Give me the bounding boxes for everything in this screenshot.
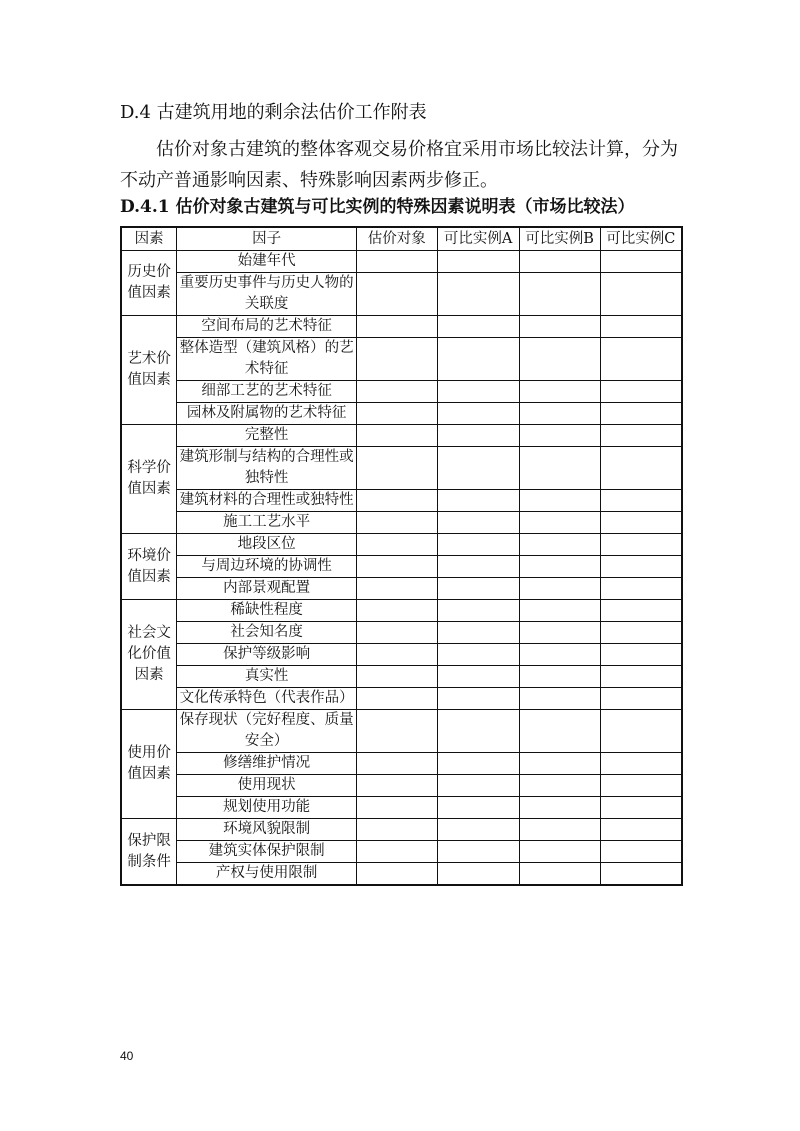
comparable-a-cell [437, 490, 519, 512]
subject-cell [356, 688, 437, 710]
table-row [121, 753, 682, 775]
comparable-c-cell [600, 490, 682, 512]
comparable-b-cell [519, 251, 600, 273]
table-row [121, 819, 682, 841]
factor-category: 使用价值因素 [121, 710, 177, 819]
comparable-b-cell [519, 688, 600, 710]
table-row [121, 251, 682, 273]
comparable-c-cell [600, 316, 682, 338]
subject-cell [356, 556, 437, 578]
comparable-b-cell [519, 819, 600, 841]
subject-cell [356, 775, 437, 797]
comparable-b-cell [519, 338, 600, 381]
subject-cell [356, 338, 437, 381]
comparable-a-cell [437, 622, 519, 644]
comparable-a-cell [437, 753, 519, 775]
header-factor-category: 因素 [121, 227, 177, 251]
comparable-c-cell [600, 753, 682, 775]
comparable-a-cell [437, 512, 519, 534]
table-row [121, 710, 682, 753]
comparable-b-cell [519, 753, 600, 775]
comparable-a-cell [437, 251, 519, 273]
factor-item: 建筑材料的合理性或独特性 [177, 490, 357, 512]
comparable-b-cell [519, 556, 600, 578]
comparable-c-cell [600, 666, 682, 688]
intro-paragraph: 估价对象古建筑的整体客观交易价格宜采用市场比较法计算，分为不动产普通影响因素、特殊影响因素两步修正。 [120, 139, 678, 191]
comparable-c-cell [600, 819, 682, 841]
comparable-c-cell [600, 688, 682, 710]
comparable-b-cell [519, 666, 600, 688]
comparable-c-cell [600, 863, 682, 886]
factor-item: 社会知名度 [177, 622, 357, 644]
comparable-b-cell [519, 316, 600, 338]
comparable-a-cell [437, 381, 519, 403]
factor-item: 产权与使用限制 [177, 863, 357, 886]
factor-item: 建筑实体保护限制 [177, 841, 357, 863]
comparable-a-cell [437, 425, 519, 447]
header-comparable-a: 可比实例A [437, 227, 519, 251]
table-row [121, 644, 682, 666]
comparable-b-cell [519, 644, 600, 666]
subject-cell [356, 251, 437, 273]
subject-cell [356, 710, 437, 753]
section-heading: D.4 古建筑用地的剩余法估价工作附表 [120, 102, 427, 123]
factor-category: 社会文化价值因素 [121, 600, 177, 710]
factor-item: 空间布局的艺术特征 [177, 316, 357, 338]
header-comparable-b: 可比实例B [519, 227, 600, 251]
comparable-a-cell [437, 841, 519, 863]
factor-item: 整体造型（建筑风格）的艺术特征 [177, 338, 357, 381]
table-row [121, 403, 682, 425]
comparable-b-cell [519, 710, 600, 753]
comparable-c-cell [600, 534, 682, 556]
subject-cell [356, 425, 437, 447]
comparable-a-cell [437, 797, 519, 819]
table-row [121, 841, 682, 863]
table-row [121, 512, 682, 534]
comparable-b-cell [519, 490, 600, 512]
comparable-a-cell [437, 338, 519, 381]
comparable-a-cell [437, 447, 519, 490]
comparable-c-cell [600, 600, 682, 622]
subject-cell [356, 273, 437, 316]
table-row [121, 381, 682, 403]
factor-item: 环境风貌限制 [177, 819, 357, 841]
factor-item: 内部景观配置 [177, 578, 357, 600]
comparable-a-cell [437, 666, 519, 688]
comparable-a-cell [437, 600, 519, 622]
table-caption: D.4.1 估价对象古建筑与可比实例的特殊因素说明表（市场比较法） [120, 197, 635, 217]
comparable-a-cell [437, 273, 519, 316]
comparable-b-cell [519, 273, 600, 316]
comparable-c-cell [600, 425, 682, 447]
comparable-a-cell [437, 688, 519, 710]
comparable-c-cell [600, 447, 682, 490]
table-row [121, 425, 682, 447]
factor-item: 建筑形制与结构的合理性或独特性 [177, 447, 357, 490]
comparable-c-cell [600, 251, 682, 273]
comparable-c-cell [600, 841, 682, 863]
factor-item: 保护等级影响 [177, 644, 357, 666]
table-row [121, 316, 682, 338]
comparable-c-cell [600, 622, 682, 644]
factor-item: 施工工艺水平 [177, 512, 357, 534]
subject-cell [356, 797, 437, 819]
factor-category: 历史价值因素 [121, 251, 177, 316]
subject-cell [356, 316, 437, 338]
table-row [121, 447, 682, 490]
comparable-c-cell [600, 578, 682, 600]
subject-cell [356, 447, 437, 490]
special-factors-table [120, 226, 683, 886]
header-comparable-c: 可比实例C [600, 227, 682, 251]
comparable-b-cell [519, 447, 600, 490]
comparable-b-cell [519, 512, 600, 534]
subject-cell [356, 512, 437, 534]
comparable-c-cell [600, 273, 682, 316]
comparable-b-cell [519, 775, 600, 797]
table-header-row [121, 227, 682, 251]
table-row [121, 534, 682, 556]
comparable-c-cell [600, 381, 682, 403]
subject-cell [356, 666, 437, 688]
factor-category: 环境价值因素 [121, 534, 177, 600]
comparable-a-cell [437, 556, 519, 578]
table-row [121, 556, 682, 578]
subject-cell [356, 753, 437, 775]
comparable-b-cell [519, 425, 600, 447]
comparable-b-cell [519, 797, 600, 819]
comparable-c-cell [600, 403, 682, 425]
factor-item: 地段区位 [177, 534, 357, 556]
factor-item: 文化传承特色（代表作品） [177, 688, 357, 710]
table-row [121, 600, 682, 622]
comparable-a-cell [437, 775, 519, 797]
table-row [121, 273, 682, 316]
table-row [121, 338, 682, 381]
comparable-b-cell [519, 600, 600, 622]
factor-item: 与周边环境的协调性 [177, 556, 357, 578]
factor-item: 修缮维护情况 [177, 753, 357, 775]
comparable-b-cell [519, 622, 600, 644]
factor-item: 规划使用功能 [177, 797, 357, 819]
comparable-c-cell [600, 338, 682, 381]
table-row [121, 578, 682, 600]
subject-cell [356, 403, 437, 425]
comparable-a-cell [437, 316, 519, 338]
factor-item: 细部工艺的艺术特征 [177, 381, 357, 403]
comparable-c-cell [600, 797, 682, 819]
comparable-b-cell [519, 841, 600, 863]
subject-cell [356, 863, 437, 886]
subject-cell [356, 578, 437, 600]
comparable-b-cell [519, 381, 600, 403]
factor-item: 重要历史事件与历史人物的关联度 [177, 273, 357, 316]
table-body [121, 251, 682, 886]
subject-cell [356, 622, 437, 644]
comparable-c-cell [600, 775, 682, 797]
factor-category: 艺术价值因素 [121, 316, 177, 425]
comparable-a-cell [437, 534, 519, 556]
subject-cell [356, 819, 437, 841]
comparable-a-cell [437, 863, 519, 886]
subject-cell [356, 381, 437, 403]
factor-category: 科学价值因素 [121, 425, 177, 534]
table-row [121, 666, 682, 688]
comparable-b-cell [519, 534, 600, 556]
subject-cell [356, 600, 437, 622]
comparable-b-cell [519, 863, 600, 886]
factor-category: 保护限制条件 [121, 819, 177, 886]
factor-item: 使用现状 [177, 775, 357, 797]
comparable-b-cell [519, 578, 600, 600]
comparable-a-cell [437, 710, 519, 753]
factor-item: 保存现状（完好程度、质量安全） [177, 710, 357, 753]
page-number: 40 [120, 1049, 134, 1063]
table-row [121, 490, 682, 512]
comparable-a-cell [437, 819, 519, 841]
comparable-a-cell [437, 578, 519, 600]
header-subject: 估价对象 [356, 227, 437, 251]
comparable-c-cell [600, 556, 682, 578]
table-row [121, 863, 682, 886]
factor-item: 真实性 [177, 666, 357, 688]
factor-item: 始建年代 [177, 251, 357, 273]
factor-item: 园林及附属物的艺术特征 [177, 403, 357, 425]
comparable-a-cell [437, 403, 519, 425]
table-row [121, 688, 682, 710]
comparable-c-cell [600, 644, 682, 666]
subject-cell [356, 841, 437, 863]
factor-item: 完整性 [177, 425, 357, 447]
factor-item: 稀缺性程度 [177, 600, 357, 622]
subject-cell [356, 490, 437, 512]
subject-cell [356, 534, 437, 556]
table-row [121, 622, 682, 644]
comparable-c-cell [600, 710, 682, 753]
table-row [121, 797, 682, 819]
table-row [121, 775, 682, 797]
subject-cell [356, 644, 437, 666]
comparable-a-cell [437, 644, 519, 666]
comparable-c-cell [600, 512, 682, 534]
comparable-b-cell [519, 403, 600, 425]
header-factor-item: 因子 [177, 227, 357, 251]
